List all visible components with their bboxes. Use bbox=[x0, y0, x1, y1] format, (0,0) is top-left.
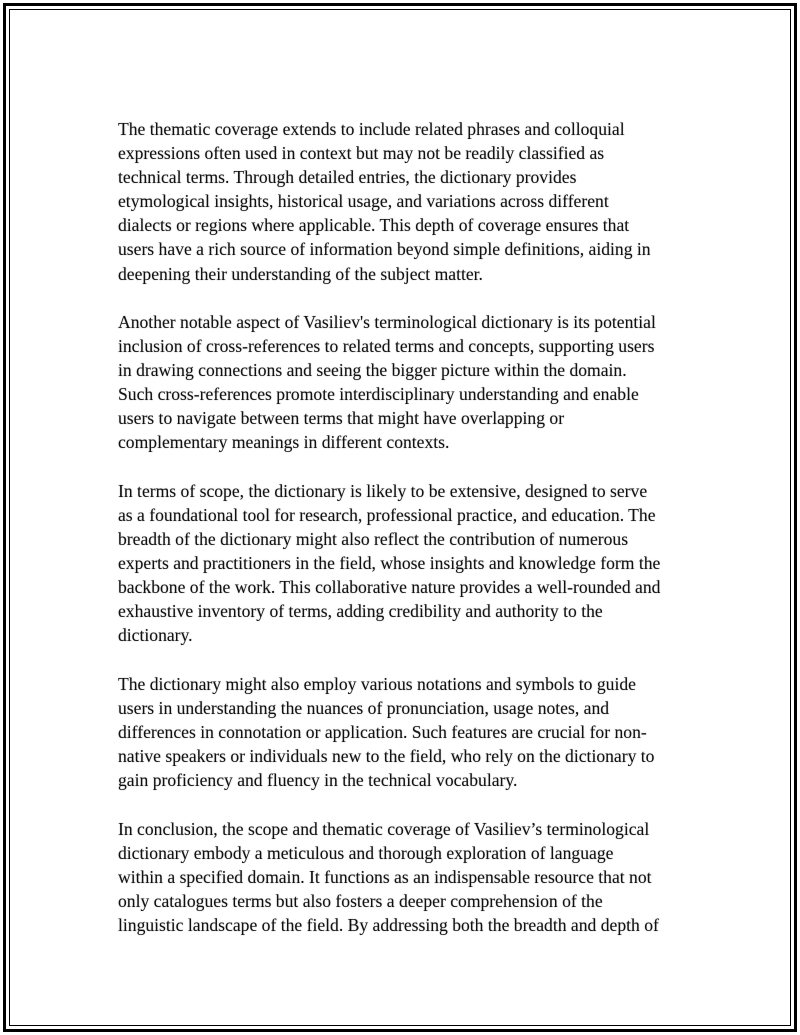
text-line: dictionary embody a meticulous and thorough exploration of language bbox=[118, 842, 614, 863]
text-line: exhaustive inventory of terms, adding credibility and authority to the bbox=[118, 601, 603, 622]
text-line: linguistic landscape of the field. By addressing both the breadth and depth of bbox=[118, 914, 659, 935]
text-line: differences in connotation or application. Such features are crucial for non- bbox=[118, 721, 647, 742]
text-line: users have a rich source of information beyond simple definitions, aiding in bbox=[118, 239, 651, 260]
text-line: within a specified domain. It functions as an indispensable resource that not bbox=[118, 866, 652, 887]
text-line: experts and practitioners in the field, whose insights and knowledge form the bbox=[118, 553, 661, 574]
text-line: complementary meanings in different contexts. bbox=[118, 432, 450, 453]
text-line: inclusion of cross-references to related terms and concepts, supporting users bbox=[118, 336, 655, 357]
text-line: expressions often used in context but may not be readily classified as bbox=[118, 143, 605, 164]
text-line: only catalogues terms but also fosters a deeper comprehension of the bbox=[118, 890, 603, 911]
text-line: In conclusion, the scope and thematic coverage of Vasiliev’s terminological bbox=[118, 818, 650, 839]
text-line: Such cross-references promote interdisciplinary understanding and enable bbox=[118, 384, 639, 405]
text-line: breadth of the dictionary might also reflect the contribution of numerous bbox=[118, 529, 629, 549]
paragraph bbox=[118, 479, 698, 648]
paragraph bbox=[118, 817, 698, 937]
text-line: dialects or regions where applicable. This depth of coverage ensures that bbox=[118, 215, 630, 236]
text-line: dictionary. bbox=[118, 625, 193, 646]
text-line: technical terms. Through detailed entries, the dictionary provides bbox=[118, 167, 577, 188]
document-body bbox=[118, 117, 698, 961]
text-line: in drawing connections and seeing the bigger picture within the domain. bbox=[118, 360, 627, 381]
text-line: deepening their understanding of the subject matter. bbox=[118, 263, 483, 284]
paragraph bbox=[118, 672, 698, 792]
text-line: as a foundational tool for research, professional practice, and education. The bbox=[118, 504, 656, 525]
text-line: The thematic coverage extends to include related phrases and colloquial bbox=[118, 119, 625, 139]
paragraph bbox=[118, 310, 698, 455]
text-line: The dictionary might also employ various notations and symbols to guide bbox=[118, 673, 636, 694]
text-line: native speakers or individuals new to the field, who rely on the dictionary to bbox=[118, 746, 655, 767]
text-line: Another notable aspect of Vasiliev's terminological dictionary is its potential bbox=[118, 311, 656, 332]
paragraph bbox=[118, 117, 698, 286]
text-line: users in understanding the nuances of pronunciation, usage notes, and bbox=[118, 697, 610, 718]
text-line: In terms of scope, the dictionary is likely to be extensive, designed to serve bbox=[118, 480, 648, 501]
text-line: backbone of the work. This collaborative nature provides a well-rounded and bbox=[118, 577, 661, 598]
text-line: etymological insights, historical usage, and variations across different bbox=[118, 191, 609, 212]
text-line: gain proficiency and fluency in the technical vocabulary. bbox=[118, 770, 518, 791]
text-line: users to navigate between terms that might have overlapping or bbox=[118, 408, 565, 429]
